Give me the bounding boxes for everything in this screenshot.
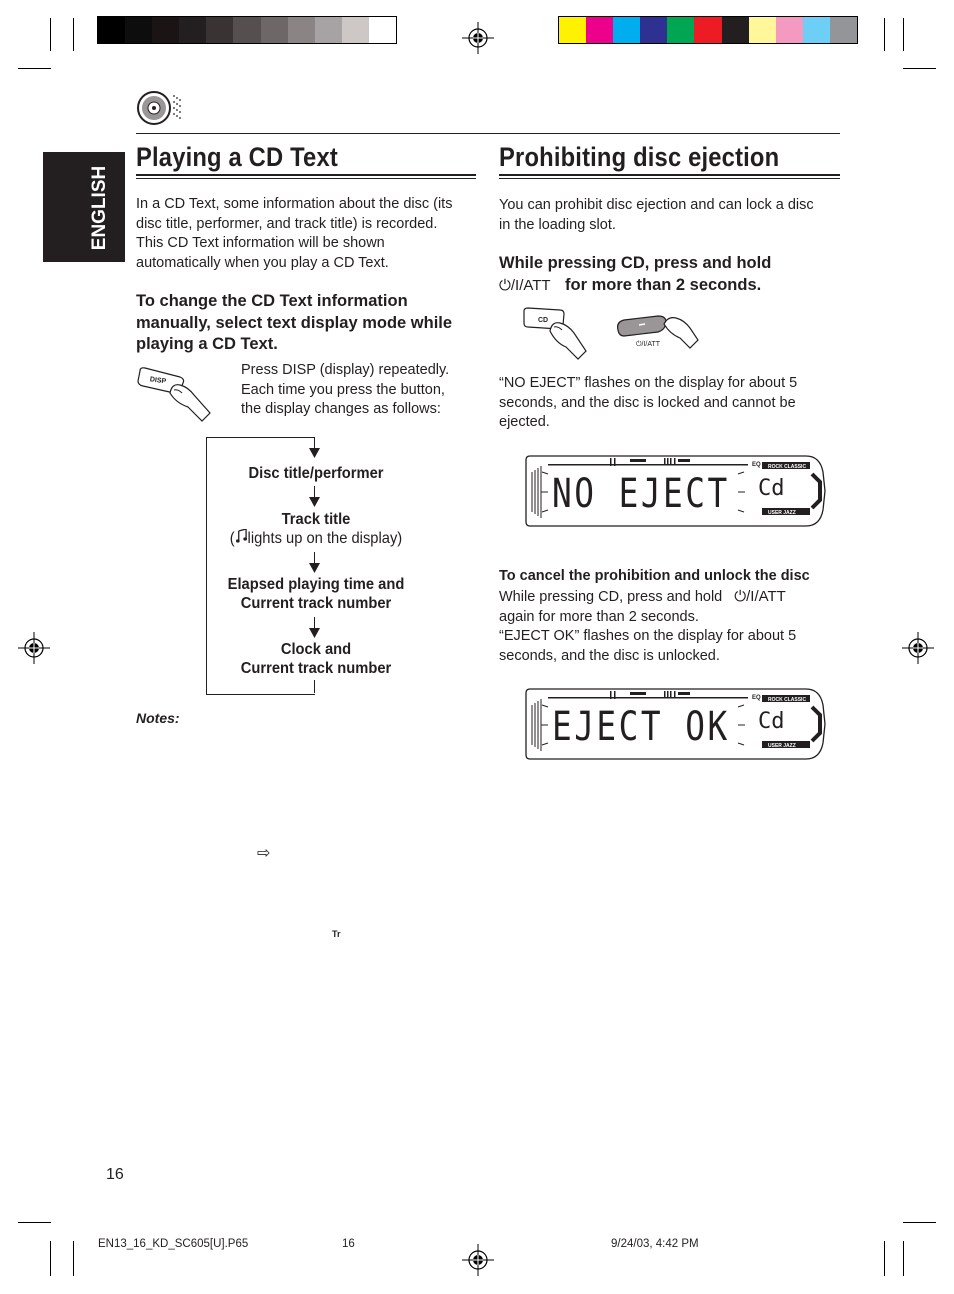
- svg-text:USER JAZZ: USER JAZZ: [768, 510, 796, 516]
- press-disp-instruction: Press DISP (display) repeatedly. Each time you press the button, the display changes as follows:: [241, 362, 450, 417]
- music-note-icon: [235, 529, 248, 548]
- intro-paragraph-left: In a CD Text, some information about the disc (its disc title, performer, and track title) is recorded. This CD Text information will be shown automatically when you play a CD Text.: [136, 196, 453, 271]
- flow-item-clock: Clock and Current track number: [240, 641, 392, 677]
- flow-line-bottom: [314, 680, 315, 693]
- section-title-prohibit-ejection: Prohibiting disc ejection: [499, 142, 780, 172]
- page-number: 16: [106, 1166, 124, 1183]
- notes-label: Notes:: [136, 710, 180, 726]
- att-button-illustration: [612, 308, 702, 353]
- footer-date: 9/24/03, 4:42 PM: [611, 1238, 699, 1250]
- top-rule: [136, 133, 840, 134]
- flow-item-elapsed-time: Elapsed playing time and Current track number: [227, 576, 405, 612]
- title-underline-left-thin: [136, 178, 476, 179]
- color-swatch: [694, 17, 721, 43]
- color-swatch: [722, 17, 749, 43]
- att-button-label: ⏻/I/ATT: [636, 341, 661, 348]
- color-swatch: [233, 17, 260, 43]
- prohibit-instruction: While pressing CD, press and hold ⏻/I/ATT for more than 2 seconds.: [499, 253, 844, 296]
- color-swatch: [342, 17, 369, 43]
- svg-text:ROCK CLASSIC: ROCK CLASSIC: [768, 697, 807, 703]
- svg-text:USER JAZZ: USER JAZZ: [768, 743, 796, 749]
- color-swatch: [586, 17, 613, 43]
- cd-button-label: CD: [538, 317, 549, 324]
- cd-button-illustration: [520, 305, 590, 363]
- color-swatch: [776, 17, 803, 43]
- title-underline-right: [499, 174, 840, 176]
- cancel-prohibition-title: To cancel the prohibition and unlock the disc: [499, 568, 810, 584]
- section-title-playing-cd-text: Playing a CD Text: [136, 142, 338, 172]
- svg-text:ROCK CLASSIC: ROCK CLASSIC: [768, 464, 807, 470]
- svg-text:EQ: EQ: [752, 695, 761, 701]
- flow-arrow-3: [309, 563, 320, 573]
- cd-disc-icon: [136, 88, 188, 128]
- title-underline-left: [136, 174, 476, 176]
- color-swatch: [640, 17, 667, 43]
- grayscale-color-bar: [97, 16, 397, 44]
- lcd-display-eject-ok: [520, 685, 826, 763]
- color-swatch: [261, 17, 288, 43]
- language-tab-label: ENGLISH: [89, 165, 110, 251]
- process-color-bar: [558, 16, 858, 44]
- lcd-main-text-eject-ok: EJECT OK: [552, 704, 730, 750]
- flow-arrow-4: [309, 628, 320, 638]
- color-swatch: [206, 17, 233, 43]
- color-swatch: [559, 17, 586, 43]
- cancel-prohibition-text: While pressing CD, press and hold ⏻/I/ATT again for more than 2 seconds. “EJECT OK” flashes on the display for about 5 seconds, and the disc is unlocked.: [499, 588, 797, 664]
- color-swatch: [315, 17, 342, 43]
- registration-mark-bottom: [462, 1244, 494, 1276]
- color-swatch: [613, 17, 640, 43]
- lcd-cd-indicator-2: Cd: [758, 709, 785, 734]
- svg-text:EQ: EQ: [752, 462, 761, 468]
- disp-button-illustration: [136, 365, 216, 423]
- intro-paragraph-right: You can prohibit disc ejection and can lock a disc in the loading slot.: [499, 197, 814, 233]
- no-eject-result-text: “NO EJECT” flashes on the display for about 5 seconds, and the disc is locked and cannot be ejected.: [499, 375, 798, 430]
- footer-page: 16: [342, 1238, 355, 1250]
- color-swatch: [179, 17, 206, 43]
- color-swatch: [749, 17, 776, 43]
- flow-item-disc-title: Disc title/performer: [248, 465, 384, 482]
- power-att-symbol: ⏻/I/ATT: [499, 276, 551, 294]
- color-swatch: [830, 17, 857, 43]
- color-swatch: [288, 17, 315, 43]
- color-swatch: [369, 17, 396, 43]
- power-att-symbol-2: ⏻/I/ATT: [734, 588, 786, 605]
- color-swatch: [98, 17, 125, 43]
- registration-mark-left: [18, 632, 50, 664]
- flow-item-track-title: Track title ( lights up on the display): [229, 511, 403, 547]
- disp-button-label: DISP: [149, 376, 167, 386]
- flow-arrow-1: [309, 448, 320, 458]
- color-swatch: [667, 17, 694, 43]
- registration-mark-top: [462, 22, 494, 54]
- footer-file-name: EN13_16_KD_SC605[U].P65: [98, 1238, 249, 1250]
- color-swatch: [125, 17, 152, 43]
- title-underline-right-thin: [499, 178, 840, 179]
- lcd-cd-indicator: Cd: [758, 476, 785, 501]
- flow-arrow-2: [309, 497, 320, 507]
- lcd-main-text-no-eject: NO EJECT: [552, 471, 730, 517]
- arrow-glyph: ⇨: [257, 845, 271, 862]
- change-text-instruction: To change the CD Text information manually, select text display mode while playing a CD Text.: [136, 292, 453, 353]
- language-tab: [43, 152, 125, 262]
- registration-mark-right: [902, 632, 934, 664]
- color-swatch: [803, 17, 830, 43]
- color-swatch: [152, 17, 179, 43]
- lcd-display-no-eject: [520, 452, 826, 530]
- tr-mark: Tr: [332, 929, 341, 939]
